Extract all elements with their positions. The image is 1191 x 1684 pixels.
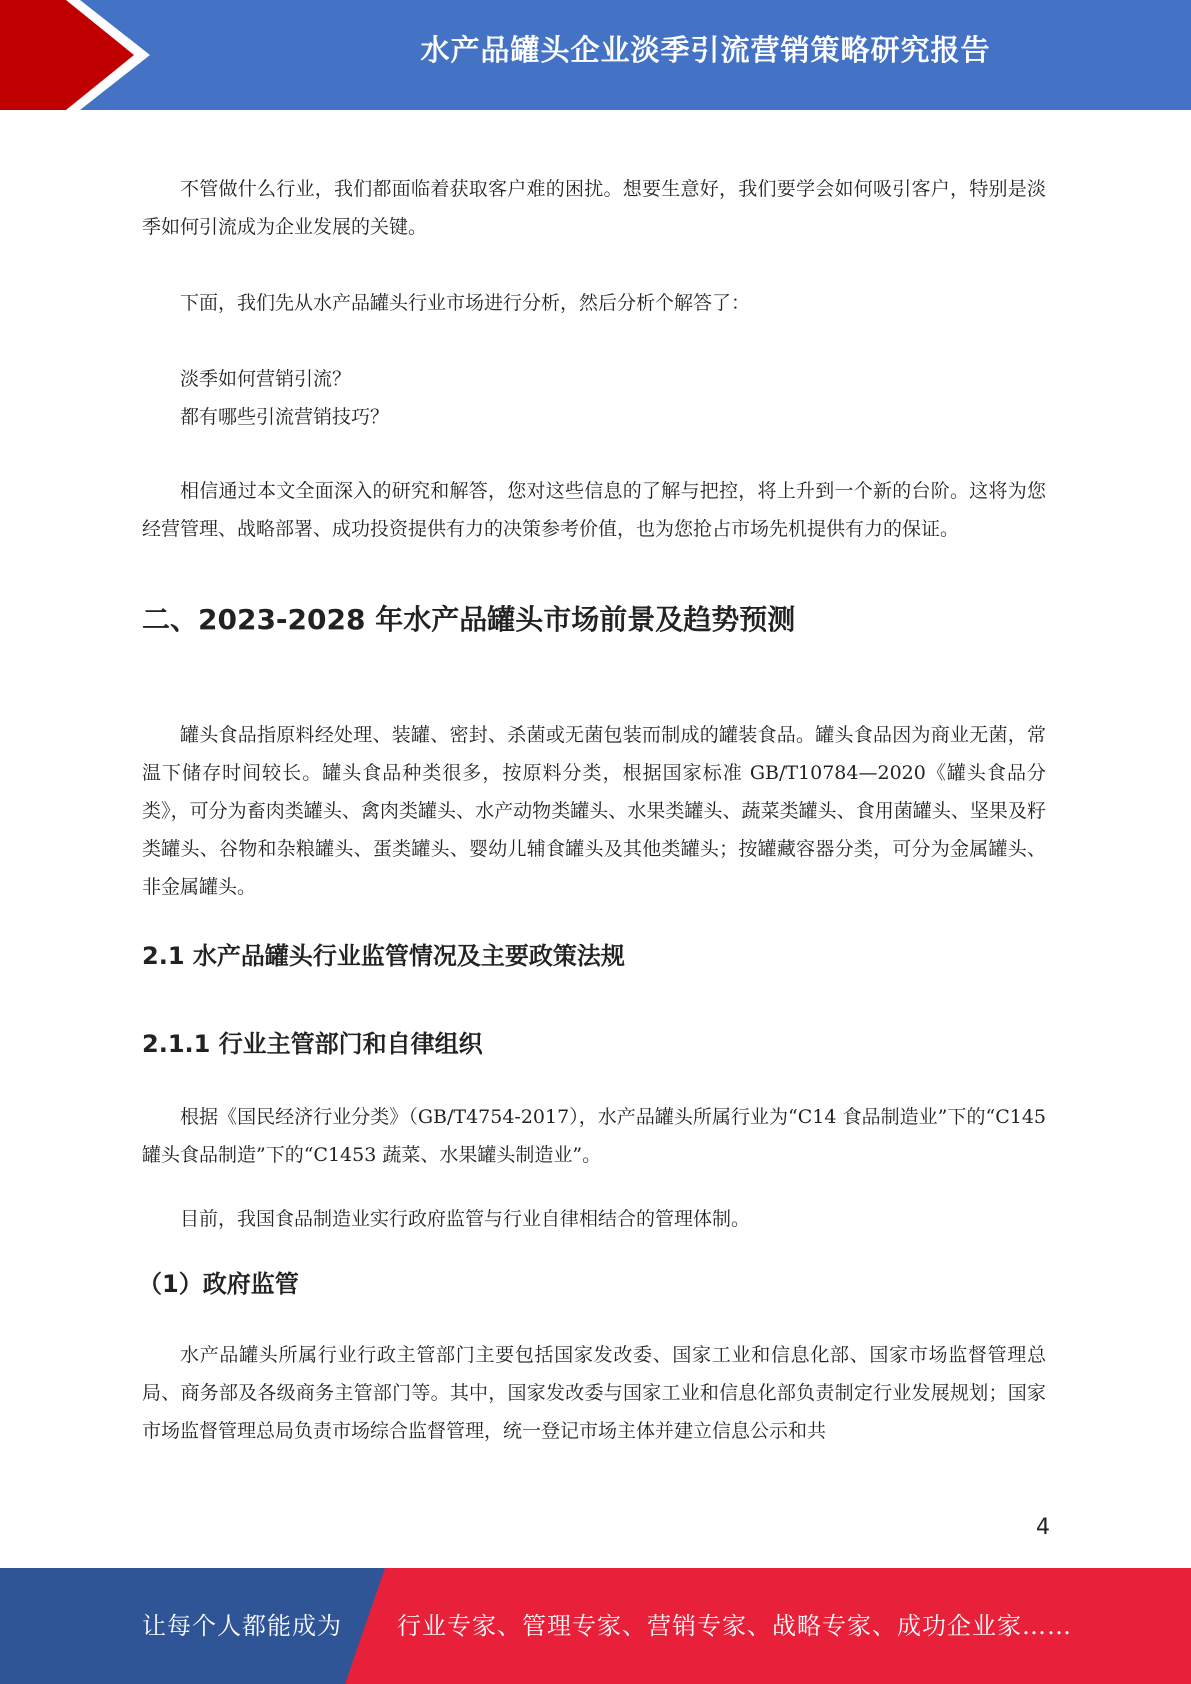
section-2-1-1-paragraph-1: 根据《国民经济行业分类》（GB/T4754-2017），水产品罐头所属行业为“C14 食品制造业”下的“C145 罐头食品制造”下的“C1453 蔬菜、水果罐头制造业”。 <box>142 1106 1046 1166</box>
footer-slogan-left: 让每个人都能成为 <box>142 1612 342 1640</box>
question-2: 都有哪些引流营销技巧？ <box>180 406 390 428</box>
section-2-1-heading: 2.1 水产品罐头行业监管情况及主要政策法规 <box>142 942 625 970</box>
page-number: 4 <box>1036 1515 1050 1540</box>
page-header <box>0 0 1191 110</box>
section-2-1-1-paragraph-2: 目前，我国食品制造业实行政府监管与行业自律相结合的管理体制。 <box>180 1208 751 1230</box>
section-2-paragraph: 罐头食品指原料经处理、装罐、密封、杀菌或无菌包装而制成的罐装食品。罐头食品因为商业无菌，常温下储存时间较长。罐头食品种类很多，按原料分类，根据国家标准 GB/T10784—2020《罐头食品分类》，可分为畜肉类罐头、禽肉类罐头、水产动物类罐头、水果类罐头、蔬菜类罐头、食用菌罐头、坚果及籽类罐头、谷物和杂粮罐头、蛋类罐头、婴幼儿辅食罐头及其他类罐头；按罐藏容器分类，可分为金属罐头、非金属罐头。 <box>142 724 1046 898</box>
question-1: 淡季如何营销引流？ <box>180 368 352 390</box>
page-footer <box>0 1568 1191 1684</box>
page-content <box>138 170 1046 1450</box>
intro-paragraph-1: 不管做什么行业，我们都面临着获取客户难的困扰。想要生意好，我们要学会如何吸引客户，特别是淡季如何引流成为企业发展的关键。 <box>142 178 1046 238</box>
report-title: 水产品罐头企业淡季引流营销策略研究报告 <box>420 33 991 67</box>
footer-slogan-right: 行业专家、管理专家、营销专家、战略专家、成功企业家…… <box>397 1612 1072 1640</box>
section-2-1-1-heading: 2.1.1 行业主管部门和自律组织 <box>142 1030 483 1058</box>
section-2-1-1-paragraph-3: 水产品罐头所属行业行政主管部门主要包括国家发改委、国家工业和信息化部、国家市场监督管理总局、商务部及各级商务主管部门等。其中，国家发改委与国家工业和信息化部负责制定行业发展规划；国家市场监督管理总局负责市场综合监督管理，统一登记市场主体并建立信息公示和共 <box>142 1344 1046 1442</box>
intro-paragraph-3: 相信通过本文全面深入的研究和解答，您对这些信息的了解与把控，将上升到一个新的台阶。这将为您经营管理、战略部署、成功投资提供有力的决策参考价值，也为您抢占市场先机提供有力的保证。 <box>142 480 1046 540</box>
government-supervision-heading: （1）政府监管 <box>138 1270 299 1298</box>
intro-paragraph-2: 下面，我们先从水产品罐头行业市场进行分析，然后分析个解答了： <box>180 292 751 314</box>
section-2-heading: 二、2023-2028 年水产品罐头市场前景及趋势预测 <box>142 603 796 636</box>
